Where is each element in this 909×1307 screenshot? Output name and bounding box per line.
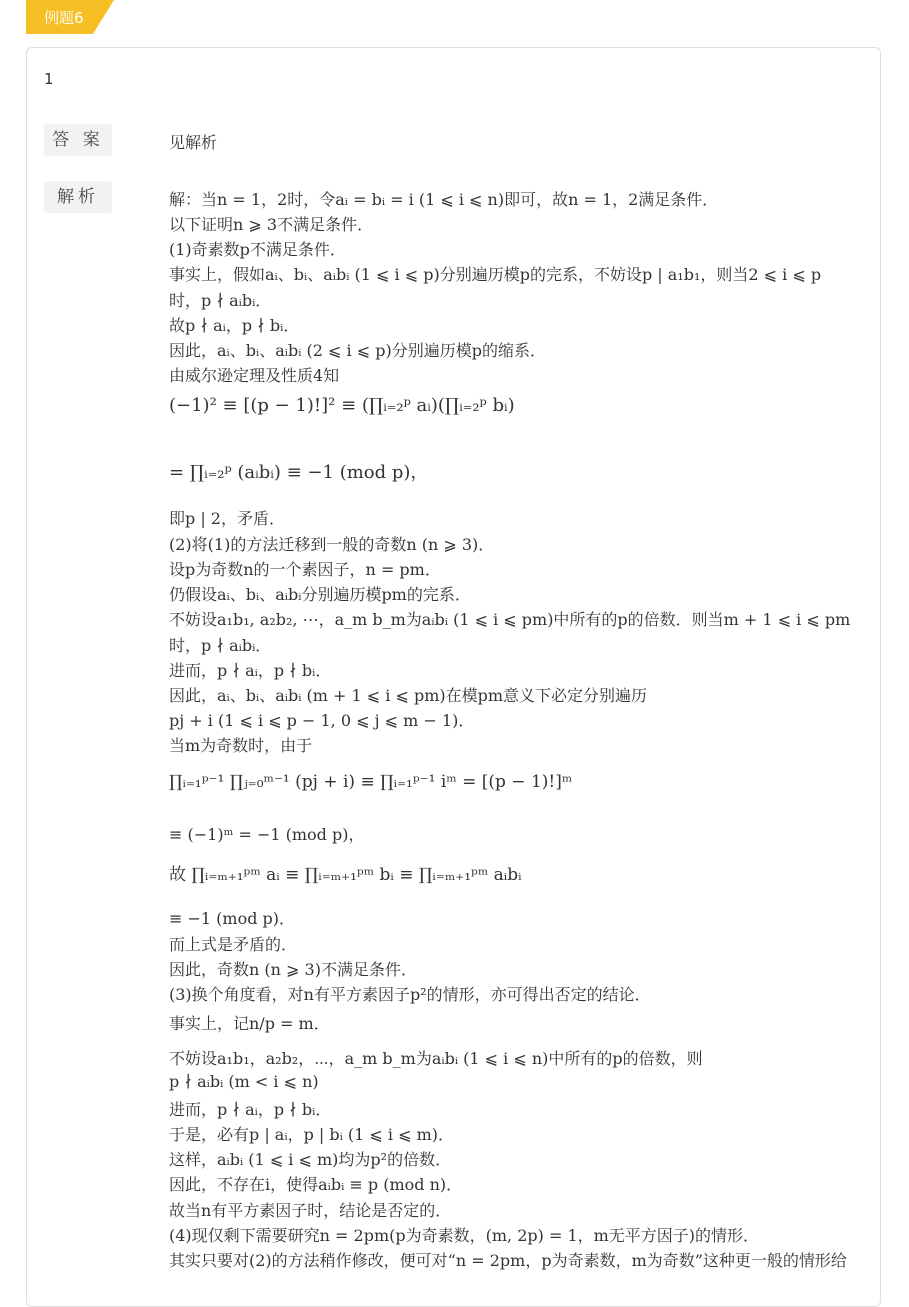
analysis-line: 不妨设a₁b₁，a₂b₂，⋯，a_m b_m为aᵢbᵢ (1 ⩽ i ⩽ n)中所有的p的倍数，则 [169,1049,703,1068]
example-tag [26,0,114,34]
analysis-label: 解析 [44,181,112,213]
analysis-line: 设p为奇数n的一个素因子，n = pm． [169,560,441,579]
analysis-line: 事实上，假如aᵢ、bᵢ、aᵢbᵢ (1 ⩽ i ⩽ p)分别遍历模p的完系，不妨设p | a₁b₁，则当2 ⩽ i ⩽ p [169,265,822,284]
analysis-line: 因此，aᵢ、bᵢ、aᵢbᵢ (m + 1 ⩽ i ⩽ pm)在模pm意义下必定分别遍历 [169,686,648,705]
analysis-line: 其实只要对(2)的方法稍作修改，便可对“n = 2pm，p为奇素数，m为奇数”这种更一般的情形给 [169,1251,847,1270]
question-card [26,47,881,1307]
analysis-line: (4)现仅剩下需要研究n = 2pm(p为奇素数，(m, 2p) = 1，m无平方因子)的情形． [169,1226,760,1245]
analysis-line: 时，p ∤ aᵢbᵢ． [169,636,272,655]
answer-label: 答 案 [44,124,112,156]
analysis-line: 以下证明n ⩾ 3不满足条件． [169,215,374,234]
analysis-line: 时，p ∤ aᵢbᵢ． [169,291,272,310]
analysis-line: 因此，aᵢ、bᵢ、aᵢbᵢ (2 ⩽ i ⩽ p)分别遍历模p的缩系． [169,341,546,360]
analysis-formula: 故 ∏ᵢ₌ₘ₊₁ᵖᵐ aᵢ ≡ ∏ᵢ₌ₘ₊₁ᵖᵐ bᵢ ≡ ∏ᵢ₌ₘ₊₁ᵖᵐ aᵢbᵢ [169,865,522,885]
analysis-line: 进而，p ∤ aᵢ，p ∤ bᵢ． [169,1100,332,1119]
analysis-line: 而上式是矛盾的． [169,935,298,954]
analysis-line: 这样，aᵢbᵢ (1 ⩽ i ⩽ m)均为p²的倍数． [169,1150,452,1169]
analysis-formula: = ∏ᵢ₌₂ᵖ (aᵢbᵢ) ≡ −1 (mod p)， [169,462,429,483]
analysis-line: 解：当n = 1，2时，令aᵢ = bᵢ = i (1 ⩽ i ⩽ n)即可，故n = 1，2满足条件． [169,190,719,209]
analysis-line: 由威尔逊定理及性质4知 [169,366,340,385]
analysis-line: pj + i (1 ⩽ i ⩽ p − 1, 0 ⩽ j ⩽ m − 1)． [169,711,475,730]
analysis-line: 即p | 2，矛盾． [169,509,285,528]
analysis-line: p ∤ aᵢbᵢ (m < i ⩽ n) [169,1072,319,1091]
analysis-line: 当m为奇数时，由于 [169,736,313,755]
example-tag-label: 例题6 [44,9,84,27]
question-number: 1 [44,70,54,88]
analysis-line: 因此，奇数n (n ⩾ 3)不满足条件． [169,960,417,979]
analysis-line: ≡ (−1)ᵐ = −1 (mod p)， [169,825,365,844]
analysis-formula: (−1)² ≡ [(p − 1)!]² ≡ (∏ᵢ₌₂ᵖ aᵢ)(∏ᵢ₌₂ᵖ bᵢ) [169,395,515,416]
analysis-line: (2)将(1)的方法迁移到一般的奇数n (n ⩾ 3)． [169,535,495,554]
analysis-line: 仍假设aᵢ、bᵢ、aᵢbᵢ分别遍历模pm的完系． [169,585,471,604]
analysis-line: ≡ −1 (mod p)． [169,909,296,928]
analysis-line: 故p ∤ aᵢ，p ∤ bᵢ． [169,316,300,335]
analysis-formula: ∏ᵢ₌₁ᵖ⁻¹ ∏ⱼ₌₀ᵐ⁻¹ (pj + i) ≡ ∏ᵢ₌₁ᵖ⁻¹ iᵐ = [(p − 1)!]ᵐ [169,772,573,792]
answer-text: 见解析 [169,133,218,152]
analysis-line: 事实上，记n/p = m． [169,1014,330,1033]
analysis-line: 进而，p ∤ aᵢ，p ∤ bᵢ． [169,661,332,680]
analysis-line: 于是，必有p | aᵢ，p | bᵢ (1 ⩽ i ⩽ m)． [169,1125,455,1144]
analysis-line: (3)换个角度看，对n有平方素因子p²的情形，亦可得出否定的结论． [169,985,651,1004]
analysis-line: 因此，不存在i，使得aᵢbᵢ ≡ p (mod n)． [169,1175,463,1194]
analysis-line: 故当n有平方素因子时，结论是否定的． [169,1201,452,1220]
analysis-line: (1)奇素数p不满足条件． [169,240,346,259]
analysis-line: 不妨设a₁b₁, a₂b₂, ⋯，a_m b_m为aᵢbᵢ (1 ⩽ i ⩽ pm)中所有的p的倍数．则当m + 1 ⩽ i ⩽ pm [169,610,851,629]
